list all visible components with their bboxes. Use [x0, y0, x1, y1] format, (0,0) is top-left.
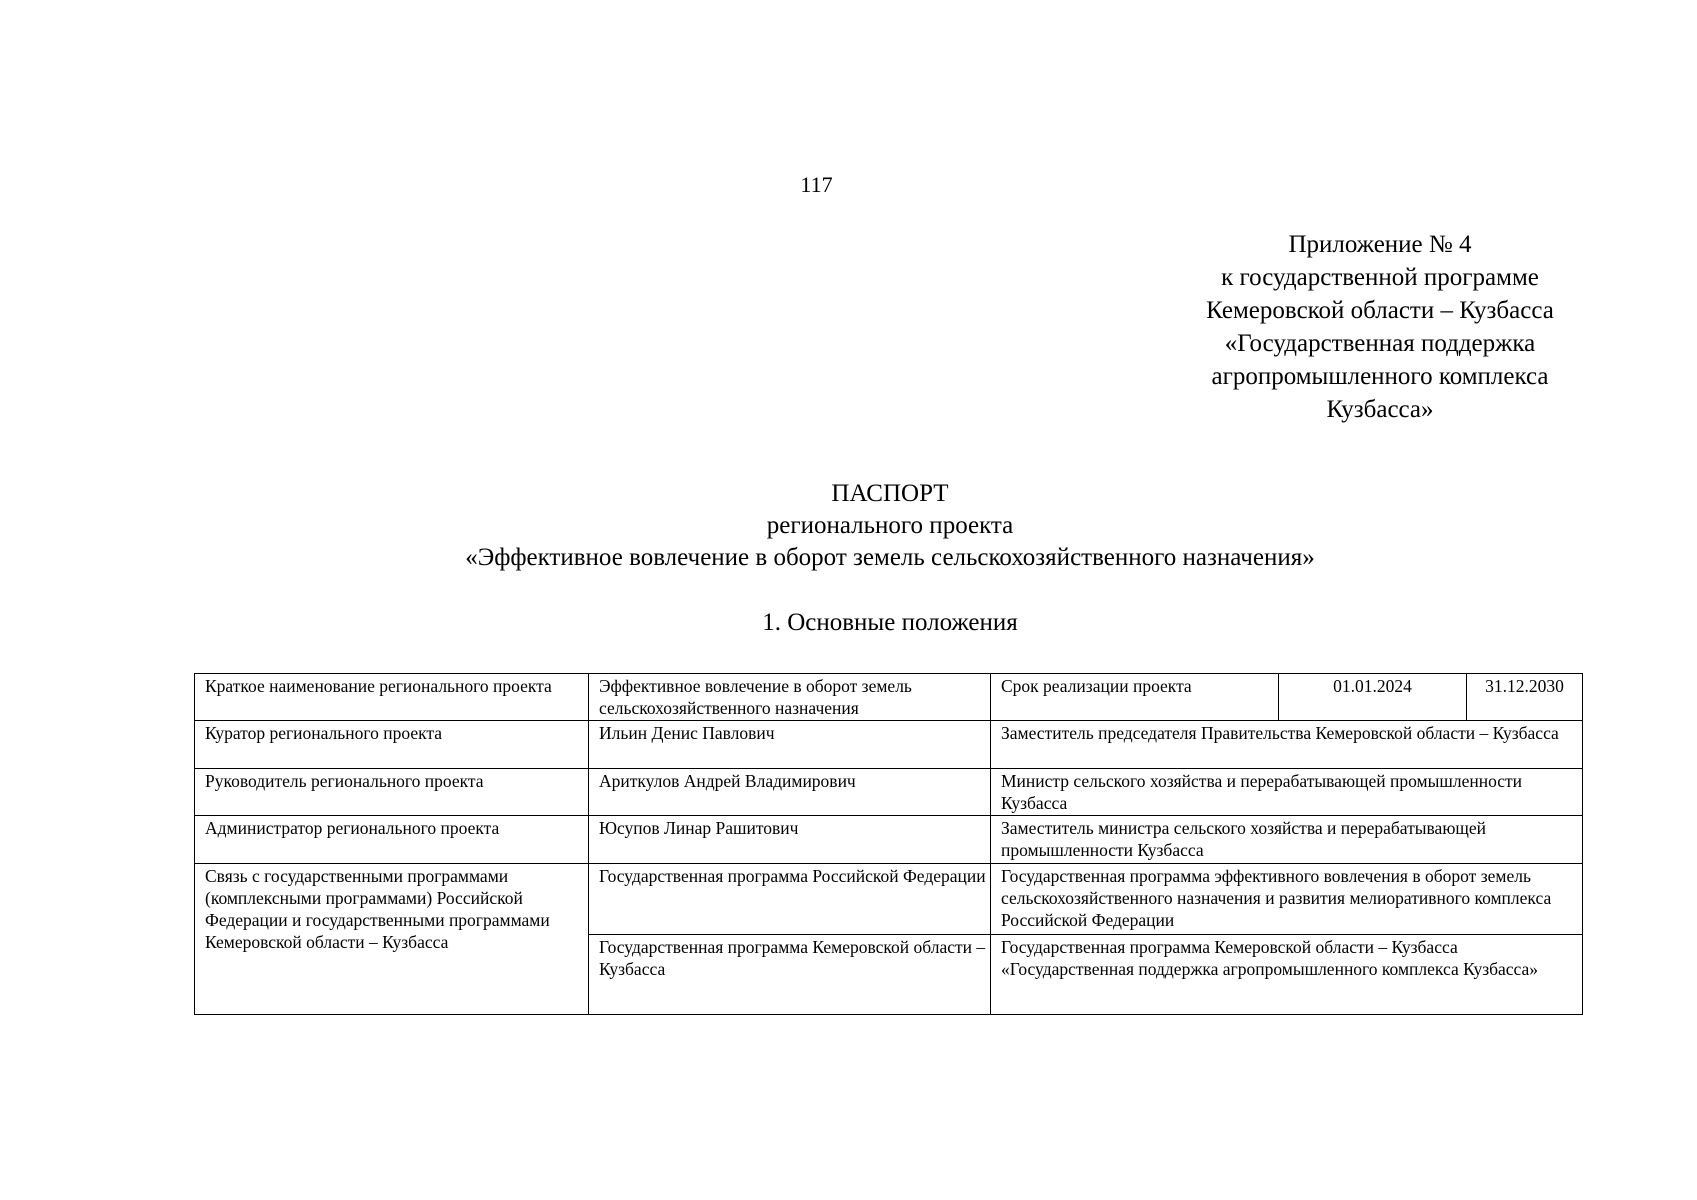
curator-label: Куратор регионального проекта — [195, 721, 589, 769]
table-row — [195, 864, 1583, 935]
federal-program-type: Государственная программа Российской Федерации — [589, 864, 991, 935]
short-name-value: Эффективное вовлечение в оборот земель сельскохозяйственного назначения — [589, 674, 991, 721]
appendix-line: Кузбасса» — [1326, 396, 1434, 423]
appendix-line: агропромышленного комплекса — [1211, 363, 1549, 390]
head-position: Министр сельского хозяйства и перерабатывающей промышленности Кузбасса — [991, 769, 1583, 816]
short-name-label: Краткое наименование регионального проекта — [195, 674, 589, 721]
appendix-line: «Государственная поддержка — [1224, 330, 1536, 357]
appendix-line: к государственной программе — [1221, 264, 1539, 291]
head-label: Руководитель регионального проекта — [195, 769, 589, 816]
appendix-line: Приложение № 4 — [1288, 231, 1472, 258]
appendix-note — [1150, 228, 1610, 426]
programs-label: Связь с государственными программами (комплексными программами) Российской Федерации и государственными программами Кемеровской области – Кузбасса — [195, 864, 589, 1015]
page-number: 117 — [800, 172, 833, 197]
curator-name: Ильин Денис Павлович — [589, 721, 991, 769]
table-row — [195, 769, 1583, 816]
administrator-position: Заместитель министра сельского хозяйства и перерабатывающей промышленности Кузбасса — [991, 816, 1583, 864]
section-title: 1. Основные положения — [762, 609, 1018, 636]
administrator-label: Администратор регионального проекта — [195, 816, 589, 864]
title-main: ПАСПОРТ — [831, 480, 949, 507]
start-date: 01.01.2024 — [1279, 674, 1467, 721]
table-row — [195, 721, 1583, 769]
period-label: Срок реализации проекта — [991, 674, 1279, 721]
end-date: 31.12.2030 — [1467, 674, 1583, 721]
table-row — [195, 816, 1583, 864]
curator-position: Заместитель председателя Правительства Кемеровской области – Кузбасса — [991, 721, 1583, 769]
passport-table — [194, 673, 1583, 1015]
appendix-line: Кемеровской области – Кузбасса — [1206, 297, 1554, 324]
project-name: «Эффективное вовлечение в оборот земель сельскохозяйственного назначения» — [465, 544, 1315, 571]
federal-program-name: Государственная программа эффективного вовлечения в оборот земель сельскохозяйственного назначения и развития мелиоративного комплекса Российской Федерации — [991, 864, 1583, 935]
administrator-name: Юсупов Линар Рашитович — [589, 816, 991, 864]
table-row — [195, 674, 1583, 721]
head-name: Ариткулов Андрей Владимирович — [589, 769, 991, 816]
title-sub: регионального проекта — [766, 512, 1014, 539]
regional-program-name: Государственная программа Кемеровской области – Кузбасса «Государственная поддержка агропромышленного комплекса Кузбасса» — [991, 935, 1583, 1015]
regional-program-type: Государственная программа Кемеровской области – Кузбасса — [589, 935, 991, 1015]
document-title — [0, 478, 1697, 574]
